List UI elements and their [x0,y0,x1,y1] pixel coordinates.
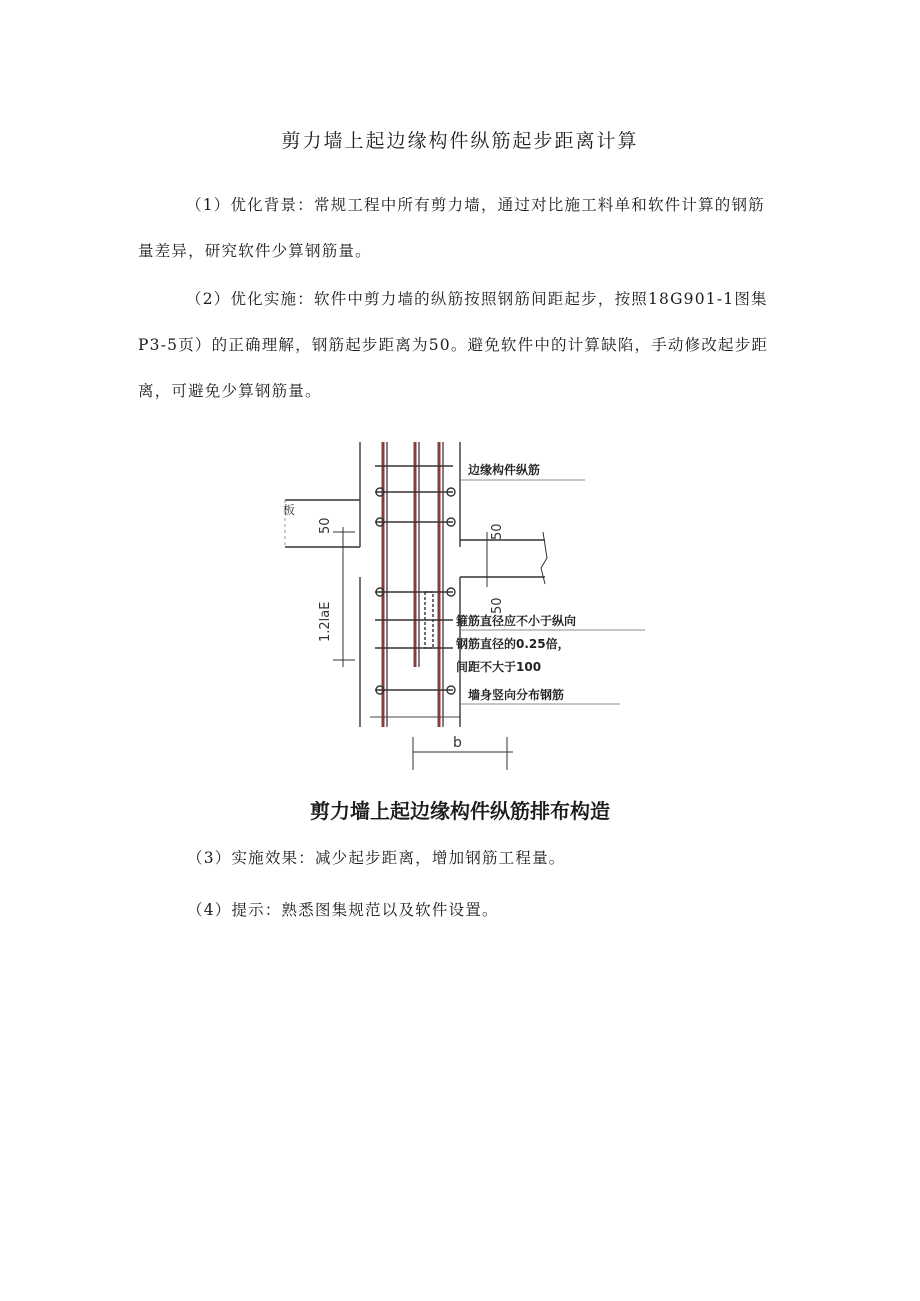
paragraph-background [138,182,778,274]
dim-50-right-bottom: 50 [490,597,505,614]
dim-lae: 1.2laE [318,601,333,642]
paragraph-line: （2）优化实施：软件中剪力墙的纵筋按照钢筋间距起步，按照18G901-1图集 [186,290,768,308]
dim-50-left: 50 [318,517,333,534]
paragraph-line: 离，可避免少算钢筋量。 [138,382,322,400]
label-wall-rebar: 墙身竖向分布钢筋 [468,688,565,702]
dim-b: b [453,735,462,751]
dim-50-right-top: 50 [490,523,505,540]
paragraph-line: P3-5页）的正确理解，钢筋起步距离为50。避免软件中的计算缺陷，手动修改起步距 [138,336,769,354]
paragraph-line: 量差异，研究软件少算钢筋量。 [138,242,372,260]
paragraph-effect: （3）实施效果：减少起步距离，增加钢筋工程量。 [187,849,566,867]
rebar-detail-figure [275,442,645,777]
note-stirrup-line3: 间距不大于100 [456,660,542,674]
paragraph-tip: （4）提示：熟悉图集规范以及软件设置。 [187,901,499,919]
label-slab: 板 [283,503,296,517]
label-edge-rebar: 边缘构件纵筋 [468,463,541,477]
paragraph-line: （1）优化背景：常规工程中所有剪力墙，通过对比施工料单和软件计算的钢筋 [186,196,765,214]
rebar-detail-drawing [275,442,645,777]
page-title: 剪力墙上起边缘构件纵筋起步距离计算 [281,130,639,152]
figure-caption: 剪力墙上起边缘构件纵筋排布构造 [310,799,610,823]
note-stirrup-line1: 箍筋直径应不小于纵向 [456,614,577,628]
paragraph-implementation [138,276,778,414]
note-stirrup-line2: 钢筋直径的0.25倍， [456,637,570,651]
